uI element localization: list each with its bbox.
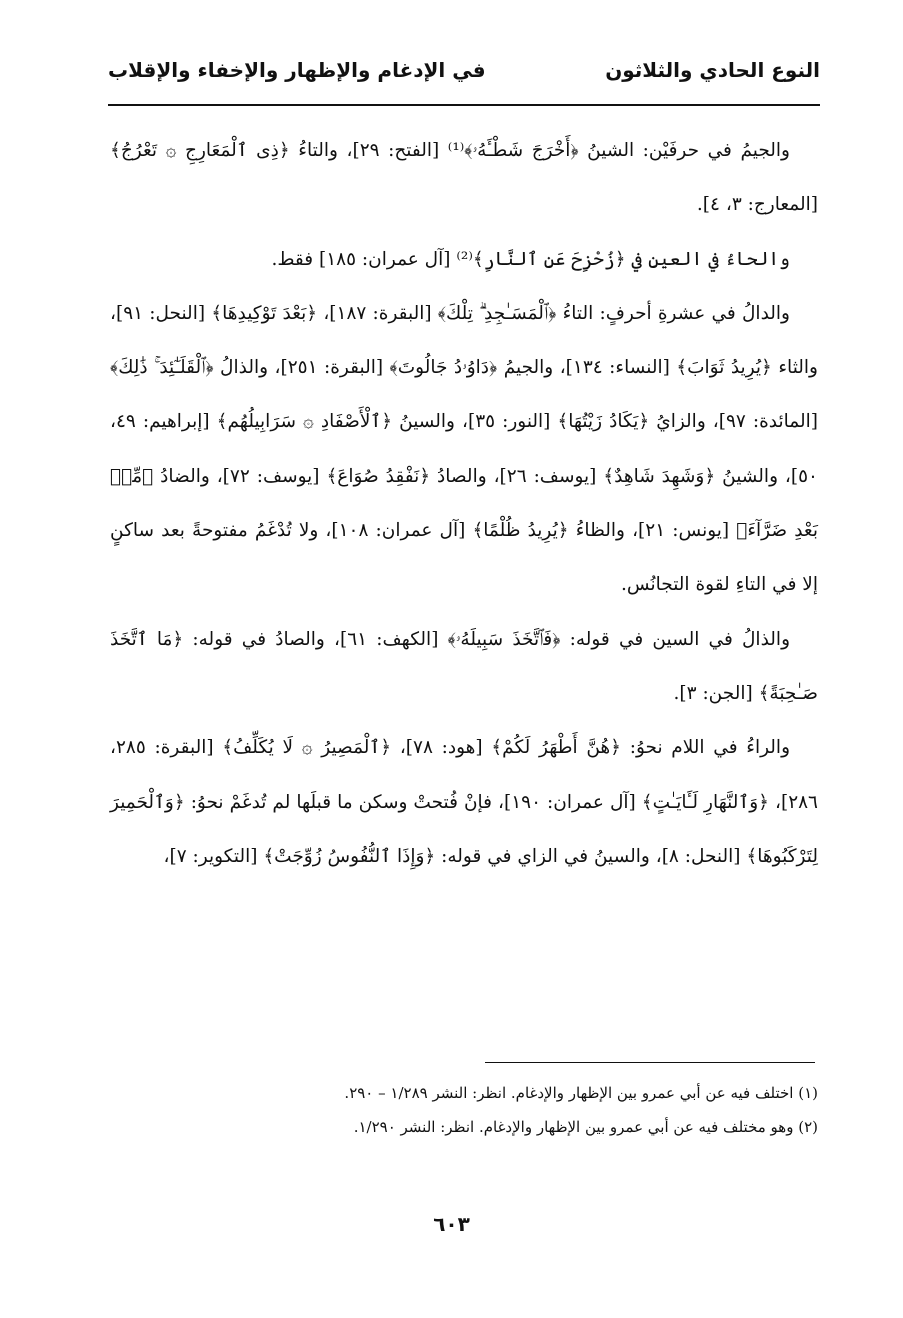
footnote-1: (١) اختلف فيه عن أبي عمرو بين الإظهار والإدغام. انظر: النشر ١/٢٨٩ – ٢٩٠. [344,1084,818,1102]
page-number: ٦٠٣ [433,1212,470,1236]
paragraph-daal: والدالُ في عشرةِ أحرفٍ: التاءُ ﴿ٱلْمَسَـٰجِدِ ۗ تِلْكَ﴾ [البقرة: ١٨٧]، ﴿بَعْدَ تَوْكِيدِهَا﴾ [النحل: ٩١]، والثاء ﴿يُرِيدُ ثَوَابَ﴾ [النساء: ١٣٤]، والجيمُ ﴿دَاوُۥدُ جَالُوتَ﴾ [البقرة: ٢٥١]، والذالُ ﴿ٱلْقَلَـٰٓئِدَ ۚ ذَٰلِكَ﴾ [المائدة: ٩٧]، والزايُ ﴿يَكَادُ زَيْتُهَا﴾ [النور: ٣٥]، والسينُ ﴿ٱلْأَصْفَادِ ۞ سَرَابِيلُهُم﴾ [إبراهيم: ٤٩، ٥٠]، والشينُ ﴿وَشَهِدَ شَاهِدٌ﴾ [يوسف: ٢٦]، والصادُ ﴿نَفْقِدُ صُوَاعَ﴾ [يوسف: ٧٢]، والضادُ ﴿مِّنۢ بَعْدِ ضَرَّآءَ﴾ [يونس: ٢١]، والظاءُ ﴿يُرِيدُ ظُلْمًا﴾ [آل عمران: ١٠٨]، ولا تُدْغَمُ مفتوحةً بعد ساكنٍ إلا في التاءِ لقوة التجانُس. [110,302,818,596]
header-divider [108,104,820,106]
paragraph-haa: والحاءُ في العينِ في ﴿زُحْزِحَ عَنِ ٱلنَّارِ﴾⁽²⁾ [آل عمران: ١٨٥] فقط. [271,248,790,270]
footnote-2: (٢) وهو مختلف فيه عن أبي عمرو بين الإظهار والإدغام. انظر: النشر ١/٢٩٠. [353,1118,818,1136]
paragraph-jeem: والجيمُ في حرفَيْن: الشينُ ﴿أَخْرَجَ شَطْـَٔهُۥ﴾⁽¹⁾ [الفتح: ٢٩]، والتاءُ ﴿ذِى ٱلْمَعَارِجِ ۞ تَعْرُجُ﴾ [المعارج: ٣، ٤]. [110,140,818,216]
main-text [110,124,818,884]
running-header [108,58,820,94]
paragraph-raa: والراءُ في اللام نحوُ: ﴿هُنَّ أَطْهَرُ لَكُمْ﴾ [هود: ٧٨]، ﴿ٱلْمَصِيرُ ۞ لَا يُكَلِّفُ﴾ [البقرة: ٢٨٥، ٢٨٦]، ﴿وَٱلنَّهَارِ لَـَٔايَـٰتٍ﴾ [آل عمران: ١٩٠]، فإنْ فُتحتْ وسكن ما قبلَها لم تُدغَمْ نحوُ: ﴿وَٱلْحَمِيرَ لِتَرْكَبُوهَا﴾ [النحل: ٨]، والسينُ في الزاي في قوله: ﴿وَإِذَا ٱلنُّفُوسُ زُوِّجَتْ﴾ [التكوير: ٧]، [110,737,818,867]
footnotes [110,1076,818,1144]
chapter-title: النوع الحادي والثلاثون [605,58,820,82]
footnote-divider [485,1062,815,1063]
paragraph-dhaal: والذالُ في السين في قوله: ﴿فَٱتَّخَذَ سَبِيلَهُۥ﴾ [الكهف: ٦١]، والصادُ في قوله: ﴿مَا ٱتَّخَذَ صَـٰحِبَةً﴾ [الجن: ٣]. [110,628,818,704]
section-title: في الإدغام والإظهار والإخفاء والإقلاب [108,58,486,82]
